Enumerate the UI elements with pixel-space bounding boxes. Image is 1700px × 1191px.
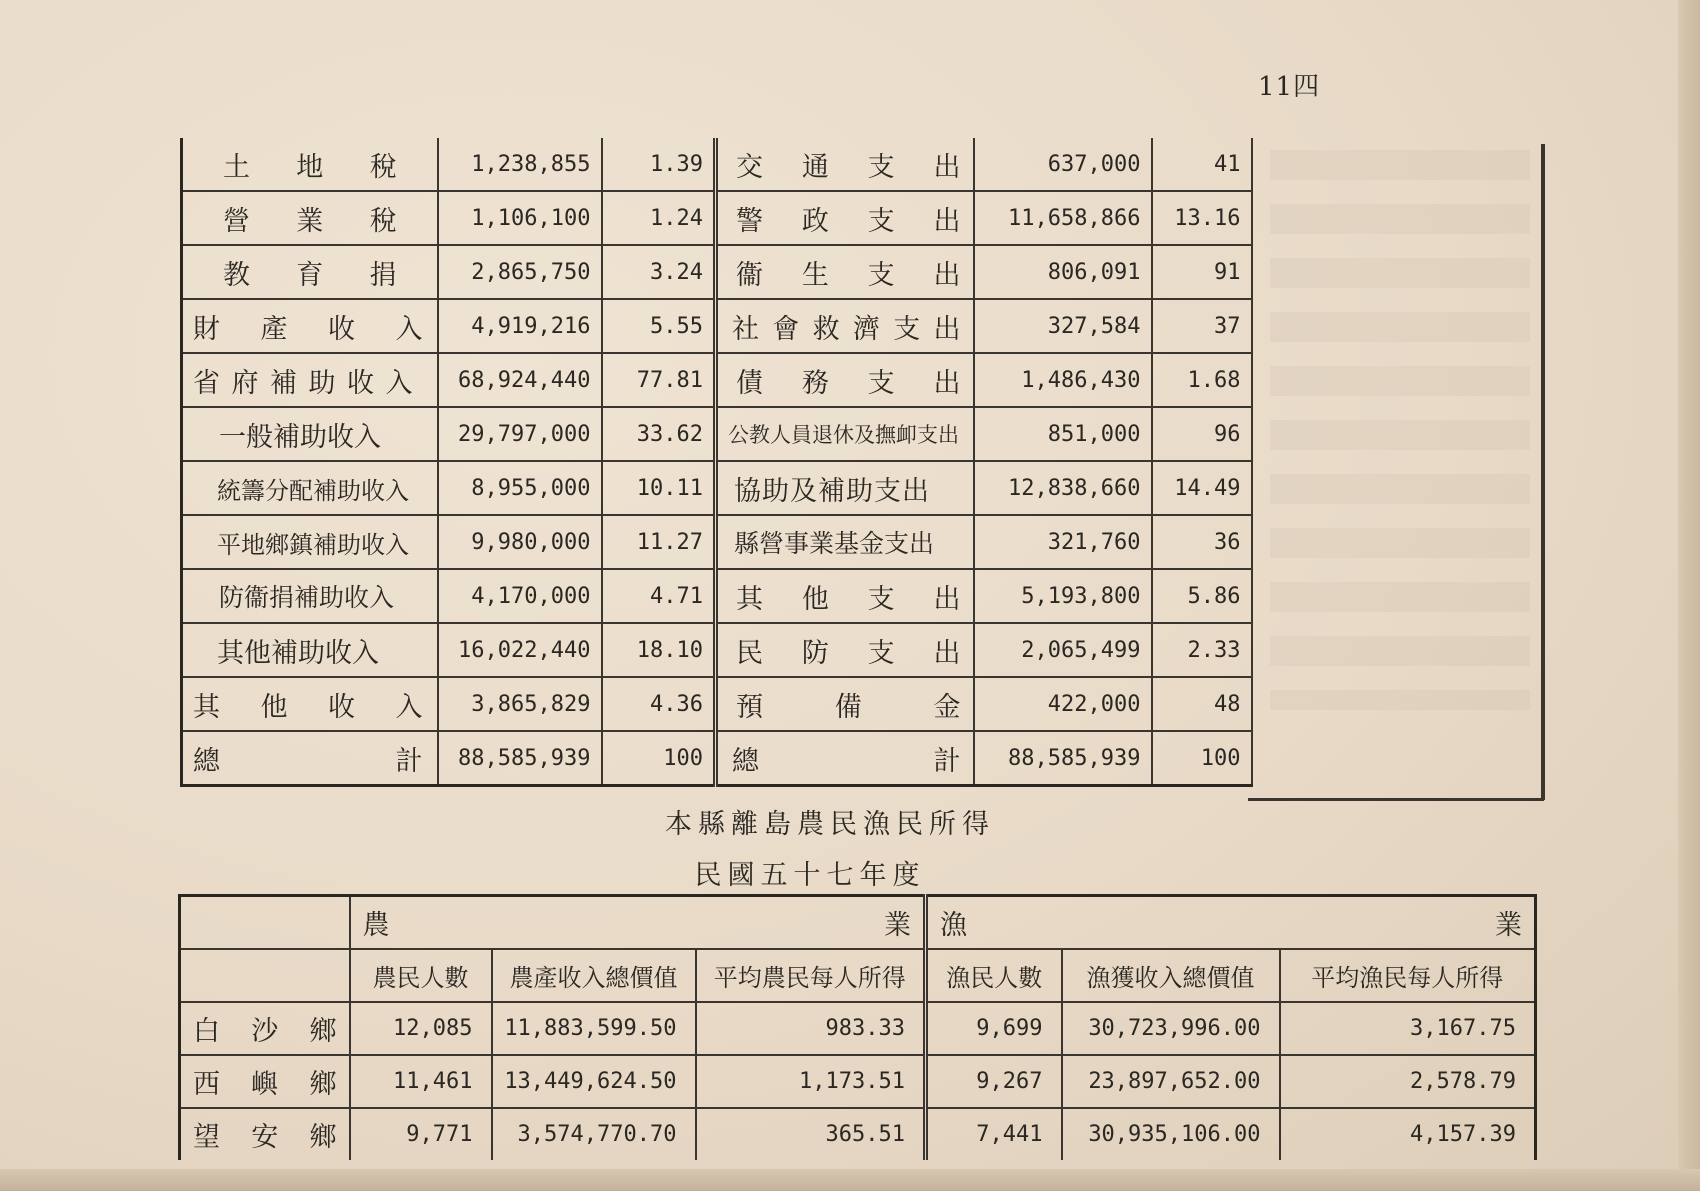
expense-amount: 1,486,430: [974, 353, 1152, 407]
income-item: 統籌分配補助收入: [182, 461, 438, 515]
corner-cell: [180, 949, 350, 1002]
table-row: [182, 407, 1252, 461]
fish-avg-income: 4,157.39: [1280, 1108, 1536, 1160]
expense-amount: 851,000: [974, 407, 1152, 461]
expense-amount: 321,760: [974, 515, 1152, 569]
column-header: 平均漁民每人所得: [1280, 949, 1536, 1002]
income-percent: 1.39: [602, 138, 716, 191]
expense-amount: 327,584: [974, 299, 1152, 353]
column-header: 漁獲收入總價值: [1062, 949, 1280, 1002]
agriculture-header-left: 農: [362, 910, 390, 941]
income-amount: 1,238,855: [438, 138, 602, 191]
table-row: [182, 191, 1252, 245]
table-row: [182, 138, 1252, 191]
income-amount: 29,797,000: [438, 407, 602, 461]
column-header: 農民人數: [350, 949, 492, 1002]
income-amount: 2,865,750: [438, 245, 602, 299]
income-percent: 10.11: [602, 461, 716, 515]
income-item: 一般補助收入: [182, 407, 438, 461]
page-edge-bottom: [0, 1169, 1700, 1191]
income-percent: 33.62: [602, 407, 716, 461]
fisher-count: 7,441: [926, 1108, 1062, 1160]
income-total-amount: 88,585,939: [438, 731, 602, 786]
income-item: 教育捐: [182, 245, 438, 299]
farm-income-value: 13,449,624.50: [492, 1055, 696, 1108]
farmer-count: 11,461: [350, 1055, 492, 1108]
income-amount: 16,022,440: [438, 623, 602, 677]
income-item: 防衞捐補助收入: [182, 569, 438, 623]
table-frame-bottom: [1248, 798, 1544, 801]
expense-item: 衞生支出: [716, 245, 974, 299]
expense-item: 債務支出: [716, 353, 974, 407]
expense-item: 警政支出: [716, 191, 974, 245]
fish-avg-income: 3,167.75: [1280, 1002, 1536, 1055]
income-item: 平地鄉鎮補助收入: [182, 515, 438, 569]
fishery-header-left: 漁: [940, 910, 967, 941]
expense-amount: 12,838,660: [974, 461, 1152, 515]
income-item: 省府補助收入: [182, 353, 438, 407]
table-row: [182, 353, 1252, 407]
bleed-through-shadow: [1270, 150, 1530, 710]
expense-amount: 806,091: [974, 245, 1152, 299]
expense-total-label: 總計: [716, 731, 974, 786]
agriculture-header-right: 業: [884, 910, 911, 941]
expense-percent: 41: [1152, 138, 1252, 191]
table-frame-right: [1541, 144, 1545, 800]
expense-item: 其他支出: [716, 569, 974, 623]
expense-percent: 5.86: [1152, 569, 1252, 623]
table-row: [180, 1055, 1536, 1108]
group-header-row: [180, 896, 1536, 950]
income-percent: 4.36: [602, 677, 716, 731]
table-row-total: [182, 731, 1252, 786]
income-amount: 68,924,440: [438, 353, 602, 407]
column-header: 平均農民每人所得: [696, 949, 926, 1002]
section-subtitle: 民國五十七年度: [694, 860, 926, 891]
expense-total-percent: 100: [1152, 731, 1252, 786]
income-amount: 4,170,000: [438, 569, 602, 623]
income-total-label: 總計: [182, 731, 438, 786]
income-percent: 5.55: [602, 299, 716, 353]
expense-amount: 11,658,866: [974, 191, 1152, 245]
fish-avg-income: 2,578.79: [1280, 1055, 1536, 1108]
column-header-row: [180, 949, 1536, 1002]
income-percent: 3.24: [602, 245, 716, 299]
expense-percent: 48: [1152, 677, 1252, 731]
expense-item: 社會救濟支出: [716, 299, 974, 353]
fisher-count: 9,267: [926, 1055, 1062, 1108]
fish-income-value: 30,935,106.00: [1062, 1108, 1280, 1160]
corner-cell: [180, 896, 350, 950]
income-item: 其他補助收入: [182, 623, 438, 677]
expense-amount: 422,000: [974, 677, 1152, 731]
expense-percent: 1.68: [1152, 353, 1252, 407]
table-row: [180, 1002, 1536, 1055]
income-table: [178, 894, 1537, 1160]
income-amount: 4,919,216: [438, 299, 602, 353]
expense-percent: 91: [1152, 245, 1252, 299]
expense-amount: 2,065,499: [974, 623, 1152, 677]
expense-percent: 13.16: [1152, 191, 1252, 245]
page-edge-right: [1678, 0, 1700, 1191]
table-row: [182, 461, 1252, 515]
expense-item: 預備金: [716, 677, 974, 731]
income-item: 營業稅: [182, 191, 438, 245]
farm-income-value: 3,574,770.70: [492, 1108, 696, 1160]
expense-percent: 36: [1152, 515, 1252, 569]
expense-item: 協助及補助支出: [716, 461, 974, 515]
expense-amount: 5,193,800: [974, 569, 1152, 623]
expense-item: 民防支出: [716, 623, 974, 677]
fishery-header-right: 業: [1495, 910, 1522, 941]
farm-avg-income: 365.51: [696, 1108, 926, 1160]
expense-item: 交通支出: [716, 138, 974, 191]
page-number: 11四: [1258, 72, 1321, 102]
column-header: 農產收入總價值: [492, 949, 696, 1002]
farm-income-value: 11,883,599.50: [492, 1002, 696, 1055]
farm-avg-income: 1,173.51: [696, 1055, 926, 1108]
expense-total-amount: 88,585,939: [974, 731, 1152, 786]
expense-percent: 37: [1152, 299, 1252, 353]
fisher-count: 9,699: [926, 1002, 1062, 1055]
table-row: [182, 245, 1252, 299]
township-name: 西嶼鄉: [180, 1055, 350, 1108]
expense-amount: 637,000: [974, 138, 1152, 191]
income-amount: 1,106,100: [438, 191, 602, 245]
income-amount: 3,865,829: [438, 677, 602, 731]
table-row: [182, 569, 1252, 623]
income-percent: 77.81: [602, 353, 716, 407]
agriculture-group-header: [350, 896, 926, 950]
income-item: 其他收入: [182, 677, 438, 731]
expense-percent: 2.33: [1152, 623, 1252, 677]
income-total-percent: 100: [602, 731, 716, 786]
column-header: 漁民人數: [926, 949, 1062, 1002]
income-percent: 18.10: [602, 623, 716, 677]
section-title: 本縣離島農民漁民所得: [665, 809, 995, 840]
table-row: [182, 677, 1252, 731]
expense-item: 縣營事業基金支出: [716, 515, 974, 569]
income-amount: 8,955,000: [438, 461, 602, 515]
income-item: 土地稅: [182, 138, 438, 191]
expense-percent: 14.49: [1152, 461, 1252, 515]
table-row: [182, 299, 1252, 353]
income-percent: 11.27: [602, 515, 716, 569]
income-amount: 9,980,000: [438, 515, 602, 569]
farmer-count: 9,771: [350, 1108, 492, 1160]
budget-table: [180, 138, 1253, 787]
township-name: 望安鄉: [180, 1108, 350, 1160]
income-item: 財產收入: [182, 299, 438, 353]
expense-item: 公教人員退休及撫卹支出: [716, 407, 974, 461]
township-name: 白沙鄉: [180, 1002, 350, 1055]
expense-percent: 96: [1152, 407, 1252, 461]
table-row: [182, 515, 1252, 569]
income-percent: 4.71: [602, 569, 716, 623]
table-row: [180, 1108, 1536, 1160]
farm-avg-income: 983.33: [696, 1002, 926, 1055]
table-row: [182, 623, 1252, 677]
fishery-group-header: [926, 896, 1536, 950]
income-percent: 1.24: [602, 191, 716, 245]
farmer-count: 12,085: [350, 1002, 492, 1055]
fish-income-value: 30,723,996.00: [1062, 1002, 1280, 1055]
fish-income-value: 23,897,652.00: [1062, 1055, 1280, 1108]
